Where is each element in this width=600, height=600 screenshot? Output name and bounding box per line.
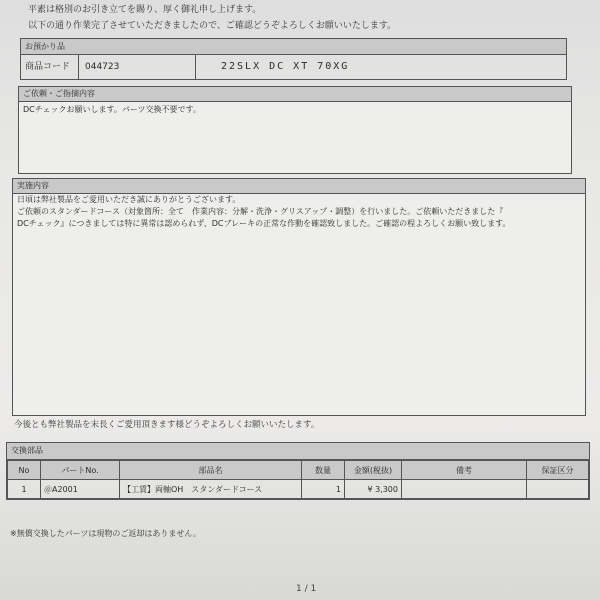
parts-header: 交換部品	[7, 443, 589, 460]
work-line-2: ご依頼のスタンダードコース（対象箇所：全て 作業内容：分解・洗浄・グリスアップ・調整）を行いました。ご依頼いただきました『	[17, 207, 504, 216]
cell-price: ¥ 3,300	[345, 480, 402, 499]
product-code-value: 044723	[81, 55, 196, 79]
work-header: 実施内容	[13, 179, 585, 194]
cell-remarks	[402, 480, 527, 499]
closing-text: 今後とも弊社製品を末長くご愛用頂きます様どうぞよろしくお願いいたします。	[14, 420, 320, 430]
intro-line-2: 以下の通り作業完了させていただきましたので、ご確認どうぞよろしくお願いいたします。	[28, 21, 397, 31]
cell-qty: 1	[302, 480, 345, 499]
work-line-1: 日頃は弊社製品をご愛用いただき誠にありがとうございます。	[17, 195, 241, 204]
items-row	[21, 55, 566, 79]
page-number: 1 / 1	[296, 584, 317, 594]
product-code-label: 商品コード	[21, 55, 79, 79]
col-warranty: 保証区分	[527, 461, 589, 480]
request-section	[18, 86, 572, 174]
cell-part-name: 【工賃】両軸OH スタンダードコース	[120, 480, 302, 499]
parts-table-header-row	[8, 461, 589, 480]
product-name: 22SLX DC XT 70XG	[221, 61, 350, 72]
cell-warranty	[527, 480, 589, 499]
cell-no: 1	[8, 480, 41, 499]
col-remarks: 備考	[402, 461, 527, 480]
work-line-3: DCチェック』につきましては特に異常は認められず、DCブレーキの正常な作動を確認致しました。ご確認の程よろしくお願い致します。	[17, 219, 511, 228]
work-section	[12, 178, 586, 416]
table-row	[8, 480, 589, 499]
intro-line-1: 平素は格別のお引き立てを賜り、厚く御礼申し上げます。	[28, 5, 262, 15]
request-header: ご依頼・ご指摘内容	[19, 87, 571, 102]
col-part-name: 部品名	[120, 461, 302, 480]
parts-table	[7, 460, 589, 499]
items-header: お預かり品	[21, 39, 566, 55]
col-no: No	[8, 461, 41, 480]
col-price: 金額(税抜)	[345, 461, 402, 480]
cell-part-no: ＠A2001	[41, 480, 120, 499]
col-part-no: パートNo.	[41, 461, 120, 480]
items-section	[20, 38, 567, 80]
footnote: ※無償交換したパーツは現物のご返却はありません。	[10, 529, 201, 538]
parts-section	[6, 442, 590, 500]
request-text: DCチェックお願いします。パーツ交換不要です。	[23, 105, 201, 114]
col-qty: 数量	[302, 461, 345, 480]
